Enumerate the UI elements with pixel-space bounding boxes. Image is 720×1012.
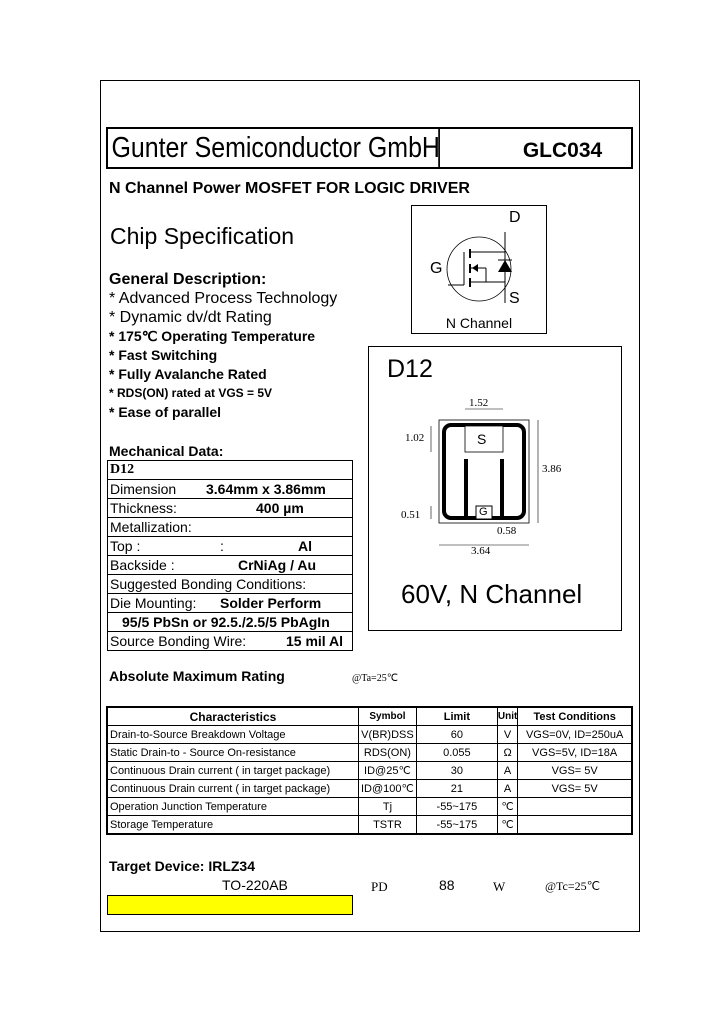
- table-cell: VGS= 5V: [518, 762, 632, 780]
- mechanical-title: Mechanical Data:: [109, 443, 224, 459]
- table-cell: -55~175: [416, 816, 497, 835]
- mech-row: D12: [108, 461, 352, 480]
- table-cell: ID@25℃: [359, 762, 417, 780]
- table-cell: Static Drain-to - Source On-resistance: [107, 744, 359, 762]
- table-cell: 60: [416, 726, 497, 744]
- amr-table: [106, 706, 633, 835]
- table-cell: ℃: [497, 816, 517, 835]
- source-label: S: [509, 290, 520, 307]
- table-cell: 21: [416, 780, 497, 798]
- table-row: [107, 762, 632, 780]
- desc-item: * RDS(ON) rated at VGS = 5V: [109, 386, 273, 400]
- mosfet-symbol-box: [411, 205, 547, 334]
- table-row: [107, 798, 632, 816]
- table-cell: -55~175: [416, 798, 497, 816]
- pd-condition: @Tc=25℃: [545, 879, 601, 893]
- drain-label: D: [509, 209, 521, 226]
- pd-unit: W: [493, 879, 506, 894]
- pd-symbol: PD: [371, 879, 388, 894]
- desc-item: * 175℃ Operating Temperature: [109, 328, 316, 344]
- amr-condition: @Ta=25℃: [352, 673, 398, 684]
- general-description: [109, 270, 337, 422]
- table-cell: RDS(ON): [359, 744, 417, 762]
- table-cell: [518, 798, 632, 816]
- table-cell: ID@100℃: [359, 780, 417, 798]
- table-row: [107, 816, 632, 835]
- desc-item: * Dynamic dv/dt Rating: [109, 309, 272, 326]
- gate-pad: G: [479, 506, 488, 518]
- source-pad: S: [477, 431, 487, 447]
- table-cell: VGS=0V, ID=250uA: [518, 726, 632, 744]
- pd-value: 88: [439, 877, 455, 893]
- table-row: [107, 744, 632, 762]
- subtitle: N Channel Power MOSFET FOR LOGIC DRIVER: [109, 180, 470, 197]
- mech-row: Thickness: 400 µm: [108, 499, 352, 518]
- header-box: [106, 127, 633, 169]
- target-title: Target Device: IRLZ34: [109, 858, 256, 874]
- mech-row: Metallization:: [108, 518, 352, 537]
- dim-left-top: 1.02: [405, 432, 425, 444]
- dim-bottom: 3.64: [471, 545, 491, 557]
- mech-row: Die Mounting: Solder Perform: [108, 594, 352, 613]
- dim-left-bottom: 0.51: [401, 509, 421, 521]
- table-cell: Tj: [359, 798, 417, 816]
- company-name: Gunter Semiconductor GmbH: [108, 129, 440, 167]
- die-drawing-box: [368, 346, 622, 631]
- dim-gate: 0.58: [497, 525, 517, 537]
- table-cell: A: [497, 780, 517, 798]
- table-cell: Ω: [497, 744, 517, 762]
- die-rating: 60V, N Channel: [401, 579, 583, 609]
- desc-item: * Fully Avalanche Rated: [109, 366, 267, 382]
- table-cell: VGS=5V, ID=18A: [518, 744, 632, 762]
- table-cell: Continuous Drain current ( in target package): [107, 780, 359, 798]
- general-title: General Description:: [109, 271, 267, 288]
- dim-top: 1.52: [469, 397, 489, 409]
- table-cell: ℃: [497, 798, 517, 816]
- table-row: [107, 780, 632, 798]
- mech-row: 95/5 PbSn or 92.5./2.5/5 PbAgIn: [108, 613, 352, 632]
- table-header: Characteristics Symbol Limit Unit Test Conditions: [107, 707, 632, 726]
- desc-item: * Fast Switching: [109, 347, 218, 363]
- table-cell: Continuous Drain current ( in target package): [107, 762, 359, 780]
- table-cell: 0.055: [416, 744, 497, 762]
- table-cell: Drain-to-Source Breakdown Voltage: [107, 726, 359, 744]
- table-cell: V(BR)DSS: [359, 726, 417, 744]
- table-cell: TSTR: [359, 816, 417, 835]
- desc-item: * Advanced Process Technology: [109, 290, 338, 307]
- mech-row: Dimension 3.64mm x 3.86mm: [108, 480, 352, 499]
- table-cell: 30: [416, 762, 497, 780]
- mech-row: Source Bonding Wire: 15 mil Al: [110, 633, 344, 649]
- part-number: GLC034: [522, 139, 603, 162]
- amr-title: Absolute Maximum Rating: [109, 668, 285, 684]
- table-cell: Storage Temperature: [107, 816, 359, 835]
- desc-item: * Ease of parallel: [109, 404, 222, 420]
- mech-row: Suggested Bonding Conditions:: [108, 575, 352, 594]
- symbol-caption: N Channel: [445, 315, 513, 331]
- highlight-bar: [107, 895, 353, 915]
- table-cell: A: [497, 762, 517, 780]
- table-cell: V: [497, 726, 517, 744]
- dim-right: 3.86: [542, 463, 562, 475]
- mech-row: Top : : Al: [108, 537, 352, 556]
- table-cell: Operation Junction Temperature: [107, 798, 359, 816]
- die-title: D12: [387, 355, 433, 383]
- target-package: TO-220AB: [222, 877, 288, 893]
- chip-spec-title: Chip Specification: [110, 223, 295, 249]
- mechanical-table: [107, 460, 353, 651]
- table-row: [107, 726, 632, 744]
- mech-row: Backside : CrNiAg / Au: [108, 556, 352, 575]
- table-cell: [518, 816, 632, 835]
- table-cell: VGS= 5V: [518, 780, 632, 798]
- gate-label: G: [430, 260, 443, 277]
